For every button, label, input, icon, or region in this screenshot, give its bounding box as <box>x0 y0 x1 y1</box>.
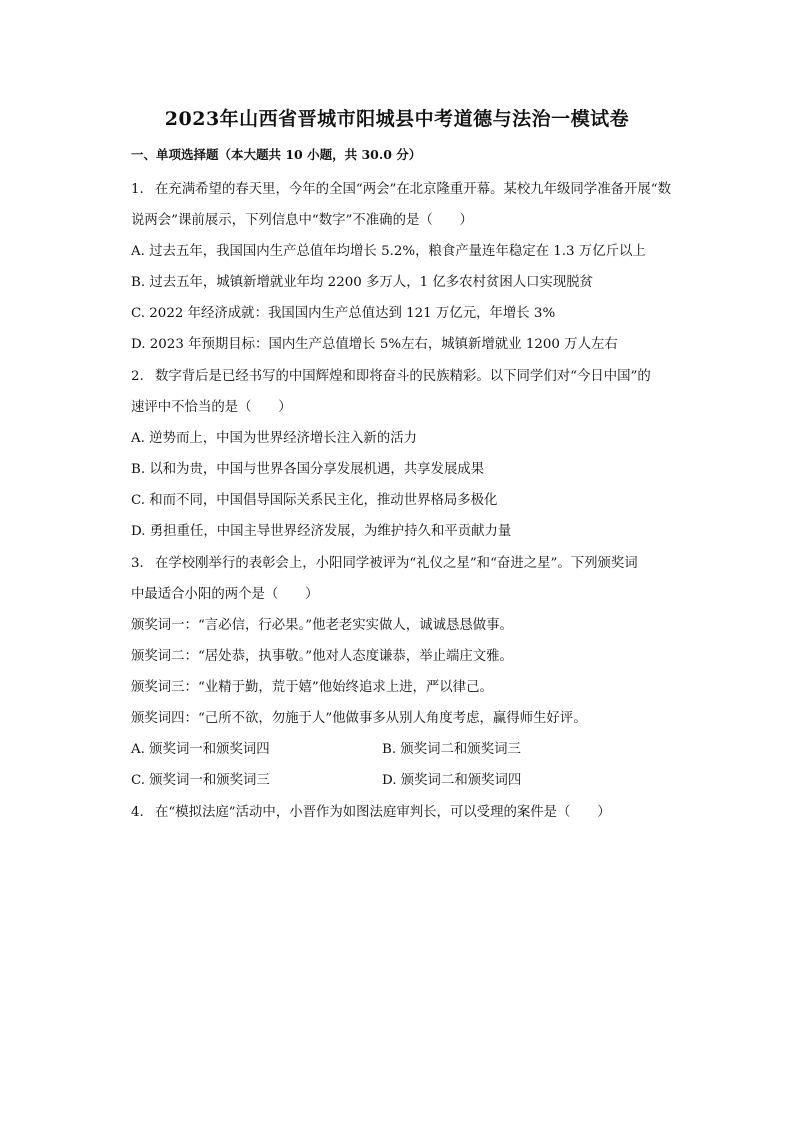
question-4-stem-line-1 <box>131 801 611 820</box>
question-3-option-a: A. 颁奖词一和颁奖词四 <box>131 742 270 757</box>
question-1-stem-text-1: 在充满希望的春天里，今年的全国“两会”在北京隆重开幕。某校九年级同学准备开展“数 <box>155 182 671 197</box>
question-3-stem-text-1: 在学校刚举行的表彰会上，小阳同学被评为“礼仪之星”和“奋进之星”。下列颁奖词 <box>155 556 638 571</box>
question-3-option-d: D. 颁奖词二和颁奖词四 <box>382 773 522 788</box>
question-3-stem-line-2: 中最适合小阳的两个是（ ） <box>131 587 319 602</box>
question-1-number: 1. <box>131 182 144 197</box>
question-3-option-b: B. 颁奖词二和颁奖词三 <box>382 742 521 757</box>
page-title: 2023年山西省晋城市阳城县中考道德与法治一模试卷 <box>164 108 630 130</box>
question-1-option-b: B. 过去五年，城镇新增就业年均 2200 多万人，1 亿多农村贫困人口实现脱贫 <box>131 275 594 290</box>
question-4-number: 4. <box>131 805 144 820</box>
question-4-stem-text-1: 在“模拟法庭”活动中，小晋作为如图法庭审判长，可以受理的案件是（ ） <box>155 805 611 820</box>
award-line-2: 颁奖词二：“居处恭，执事敬。”他对人态度谦恭，举止端庄文雅。 <box>131 649 513 664</box>
award-line-3: 颁奖词三：“业精于勤，荒于嬉”他始终追求上进，严以律己。 <box>131 680 493 695</box>
question-2-stem-text-1: 数字背后是已经书写的中国辉煌和即将奋斗的民族精彩。以下同学们对“今日中国”的 <box>155 369 651 384</box>
question-2-option-b: B. 以和为贵，中国与世界各国分享发展机遇，共享发展成果 <box>131 462 485 477</box>
question-3-stem-line-1 <box>131 552 638 571</box>
section-heading: 一、单项选择题（本大题共 10 小题，共 30.0 分） <box>131 147 422 162</box>
question-2-option-c: C. 和而不同，中国倡导国际关系民主化，推动世界格局多极化 <box>131 493 498 508</box>
question-2-stem-line-2: 速评中不恰当的是（ ） <box>131 400 292 415</box>
question-1-option-c: C. 2022 年经济成就：我国国内生产总值达到 121 万亿元，年增长 3% <box>131 306 556 321</box>
question-2-option-a: A. 逆势而上，中国为世界经济增长注入新的活力 <box>131 431 417 446</box>
award-line-4: 颁奖词四：“己所不欲，勿施于人”他做事多从别人角度考虑，赢得师生好评。 <box>131 711 587 726</box>
question-2-option-d: D. 勇担重任，中国主导世界经济发展，为维护持久和平贡献力量 <box>131 524 512 539</box>
question-2-stem-line-1 <box>131 365 651 384</box>
question-1-option-d: D. 2023 年预期目标：国内生产总值增长 5%左右，城镇新增就业 1200 万人左右 <box>131 337 618 352</box>
question-3-number: 3. <box>131 556 144 571</box>
question-1-option-a: A. 过去五年，我国国内生产总值年均增长 5.2%，粮食产量连年稳定在 1.3 万亿斤以上 <box>131 244 646 259</box>
question-1-stem-line-1 <box>131 178 671 197</box>
question-3-option-c: C. 颁奖词一和颁奖词三 <box>131 773 270 788</box>
question-1-stem-line-2: 说两会”课前展示，下列信息中“数字”不准确的是（ ） <box>131 213 473 228</box>
question-2-number: 2. <box>131 369 144 384</box>
award-line-1: 颁奖词一：“言必信，行必果。”他老老实实做人，诚诚恳恳做事。 <box>131 618 513 633</box>
